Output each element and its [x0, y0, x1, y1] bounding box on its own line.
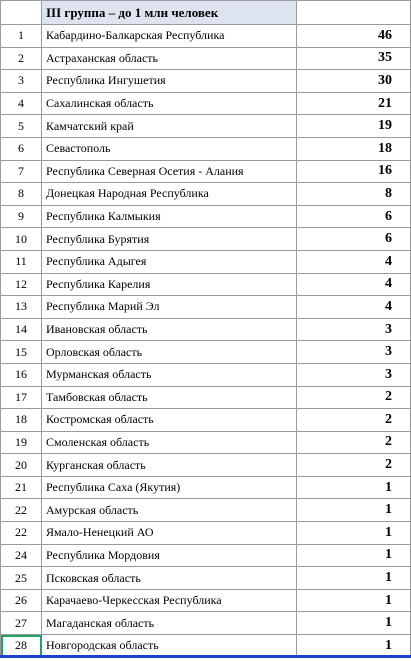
table-row [1, 635, 411, 658]
table-row [1, 612, 411, 635]
value-cell[interactable]: 16 [297, 160, 411, 183]
region-name-cell[interactable]: Астраханская область [42, 47, 297, 70]
table-row [1, 431, 411, 454]
row-number-cell[interactable]: 17 [1, 386, 42, 409]
region-name-cell[interactable]: Костромская область [42, 409, 297, 432]
table-row [1, 92, 411, 115]
value-cell[interactable]: 2 [297, 409, 411, 432]
region-name-cell[interactable]: Камчатский край [42, 115, 297, 138]
region-name-cell[interactable]: Тамбовская область [42, 386, 297, 409]
table-row [1, 567, 411, 590]
row-number-cell[interactable]: 7 [1, 160, 42, 183]
region-name-cell[interactable]: Севастополь [42, 137, 297, 160]
value-cell[interactable]: 1 [297, 612, 411, 635]
value-cell[interactable]: 19 [297, 115, 411, 138]
region-name-cell[interactable]: Донецкая Народная Республика [42, 183, 297, 206]
region-name-cell[interactable]: Амурская область [42, 499, 297, 522]
value-cell[interactable]: 18 [297, 137, 411, 160]
table-row [1, 296, 411, 319]
table-row [1, 115, 411, 138]
region-name-cell[interactable]: Смоленская область [42, 431, 297, 454]
value-cell[interactable]: 2 [297, 431, 411, 454]
table-row [1, 228, 411, 251]
value-cell[interactable]: 8 [297, 183, 411, 206]
row-number-cell[interactable]: 16 [1, 363, 42, 386]
row-number-cell[interactable]: 19 [1, 431, 42, 454]
row-number-cell[interactable]: 4 [1, 92, 42, 115]
row-number-cell[interactable]: 22 [1, 522, 42, 545]
value-cell[interactable]: 35 [297, 47, 411, 70]
table-row [1, 205, 411, 228]
row-number-cell[interactable]: 15 [1, 341, 42, 364]
table-row [1, 47, 411, 70]
value-cell[interactable]: 30 [297, 70, 411, 93]
region-name-cell[interactable]: Республика Саха (Якутия) [42, 476, 297, 499]
row-number-cell[interactable]: 14 [1, 318, 42, 341]
region-name-cell[interactable]: Ивановская область [42, 318, 297, 341]
region-name-cell[interactable]: Республика Мордовия [42, 544, 297, 567]
value-cell[interactable]: 1 [297, 544, 411, 567]
table-row [1, 454, 411, 477]
row-number-cell[interactable]: 10 [1, 228, 42, 251]
value-cell[interactable]: 1 [297, 635, 411, 658]
region-name-cell[interactable]: Мурманская область [42, 363, 297, 386]
row-number-cell[interactable]: 26 [1, 589, 42, 612]
row-number-cell[interactable]: 22 [1, 499, 42, 522]
table-row [1, 363, 411, 386]
table-row [1, 273, 411, 296]
value-cell[interactable]: 1 [297, 589, 411, 612]
value-cell[interactable]: 1 [297, 476, 411, 499]
value-cell[interactable]: 1 [297, 567, 411, 590]
row-number-cell[interactable]: 24 [1, 544, 42, 567]
region-name-cell[interactable]: Ямало-Ненецкий АО [42, 522, 297, 545]
header-num-cell[interactable] [1, 1, 42, 25]
region-name-cell[interactable]: Кабардино-Балкарская Республика [42, 25, 297, 48]
table-row [1, 137, 411, 160]
row-number-cell[interactable]: 9 [1, 205, 42, 228]
row-number-cell[interactable]: 5 [1, 115, 42, 138]
region-name-cell[interactable]: Сахалинская область [42, 92, 297, 115]
region-name-cell[interactable]: Магаданская область [42, 612, 297, 635]
value-cell[interactable]: 3 [297, 341, 411, 364]
value-cell[interactable]: 3 [297, 318, 411, 341]
table-row [1, 409, 411, 432]
value-cell[interactable]: 21 [297, 92, 411, 115]
table-row [1, 499, 411, 522]
table-row [1, 70, 411, 93]
table-row [1, 160, 411, 183]
region-name-cell[interactable]: Псковская область [42, 567, 297, 590]
region-name-cell[interactable]: Республика Марий Эл [42, 296, 297, 319]
bottom-border-line [0, 655, 411, 658]
value-cell[interactable]: 6 [297, 205, 411, 228]
row-number-cell[interactable]: 21 [1, 476, 42, 499]
header-row [1, 1, 411, 25]
row-number-cell[interactable]: 1 [1, 25, 42, 48]
table-row [1, 476, 411, 499]
region-name-cell[interactable]: Республика Бурятия [42, 228, 297, 251]
value-cell[interactable]: 46 [297, 25, 411, 48]
row-number-cell[interactable]: 27 [1, 612, 42, 635]
row-number-cell[interactable]: 20 [1, 454, 42, 477]
group-title-cell[interactable]: III группа – до 1 млн человек [42, 1, 297, 25]
header-value-cell[interactable] [297, 1, 411, 25]
table-row [1, 318, 411, 341]
value-cell[interactable]: 4 [297, 273, 411, 296]
value-cell[interactable]: 4 [297, 250, 411, 273]
region-name-cell[interactable]: Новгородская область [42, 635, 297, 658]
row-number-cell[interactable]: 6 [1, 137, 42, 160]
value-cell[interactable]: 1 [297, 499, 411, 522]
row-number-cell[interactable]: 12 [1, 273, 42, 296]
value-cell[interactable]: 6 [297, 228, 411, 251]
value-cell[interactable]: 3 [297, 363, 411, 386]
region-name-cell[interactable]: Карачаево-Черкесская Республика [42, 589, 297, 612]
value-cell[interactable]: 2 [297, 454, 411, 477]
row-number-cell[interactable]: 2 [1, 47, 42, 70]
table-row [1, 589, 411, 612]
row-number-cell[interactable]: 25 [1, 567, 42, 590]
region-name-cell[interactable]: Орловская область [42, 341, 297, 364]
table-row [1, 544, 411, 567]
table-row [1, 183, 411, 206]
region-name-cell[interactable]: Курганская область [42, 454, 297, 477]
value-cell[interactable]: 1 [297, 522, 411, 545]
row-number-cell[interactable]: 28 [1, 635, 42, 658]
region-name-cell[interactable]: Республика Адыгея [42, 250, 297, 273]
row-number-cell[interactable]: 8 [1, 183, 42, 206]
row-number-cell[interactable]: 18 [1, 409, 42, 432]
value-cell[interactable]: 4 [297, 296, 411, 319]
table-row [1, 386, 411, 409]
value-cell[interactable]: 2 [297, 386, 411, 409]
region-name-cell[interactable]: Республика Северная Осетия - Алания [42, 160, 297, 183]
region-name-cell[interactable]: Республика Калмыкия [42, 205, 297, 228]
region-name-cell[interactable]: Республика Ингушетия [42, 70, 297, 93]
table-row [1, 341, 411, 364]
row-number-cell[interactable]: 11 [1, 250, 42, 273]
table-row [1, 250, 411, 273]
table-row [1, 522, 411, 545]
row-number-cell[interactable]: 3 [1, 70, 42, 93]
table-row [1, 25, 411, 48]
region-name-cell[interactable]: Республика Карелия [42, 273, 297, 296]
row-number-cell[interactable]: 13 [1, 296, 42, 319]
